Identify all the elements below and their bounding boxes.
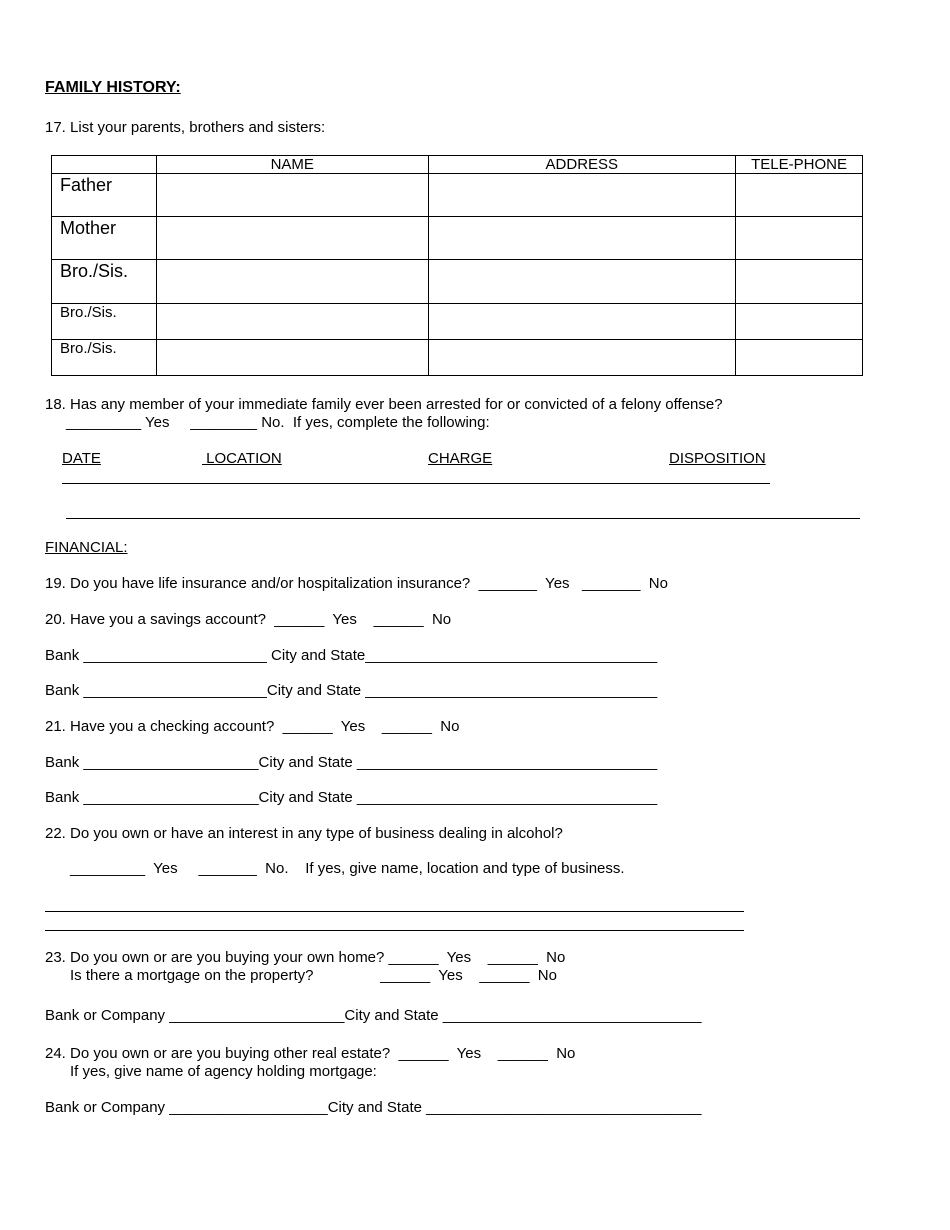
header-address: ADDRESS <box>428 156 736 174</box>
family-history-title: FAMILY HISTORY: <box>45 79 181 96</box>
relation-mother: Mother <box>52 217 157 260</box>
family-table <box>51 155 863 376</box>
table-row <box>52 217 863 260</box>
telephone-cell[interactable] <box>736 174 863 217</box>
table-row <box>52 260 863 304</box>
question-19[interactable]: 19. Do you have life insurance and/or hospitalization insurance? _______ Yes _______ No <box>45 575 668 592</box>
name-cell[interactable] <box>156 217 428 260</box>
checking-bank-2[interactable]: Bank _____________________City and State ____________________________________ <box>45 789 658 806</box>
question-24[interactable]: 24. Do you own or are you buying other real estate? ______ Yes ______ No <box>45 1045 576 1062</box>
header-telephone: TELE-PHONE <box>736 156 863 174</box>
savings-bank-2[interactable]: Bank ______________________City and State ___________________________________ <box>45 682 658 699</box>
header-relation <box>52 156 157 174</box>
address-cell[interactable] <box>428 174 736 217</box>
financial-title: FINANCIAL: <box>45 539 128 556</box>
offense-entry-line[interactable] <box>62 483 770 484</box>
home-bank[interactable]: Bank or Company _____________________City and State _______________________________ <box>45 1007 702 1024</box>
relation-father: Father <box>52 174 157 217</box>
table-header-row <box>52 156 863 174</box>
table-row <box>52 304 863 340</box>
real-estate-bank[interactable]: Bank or Company ___________________City and State _________________________________ <box>45 1099 702 1116</box>
telephone-cell[interactable] <box>736 217 863 260</box>
question-22: 22. Do you own or have an interest in any type of business dealing in alcohol? <box>45 825 563 842</box>
telephone-cell[interactable] <box>736 260 863 304</box>
question-18: 18. Has any member of your immediate family ever been arrested for or convicted of a felony offense? <box>45 396 723 413</box>
column-disposition: DISPOSITION <box>669 450 766 467</box>
name-cell[interactable] <box>156 260 428 304</box>
question-17: 17. List your parents, brothers and sisters: <box>45 119 326 136</box>
address-cell[interactable] <box>428 304 736 340</box>
question-24-agency: If yes, give name of agency holding mortgage: <box>70 1063 377 1080</box>
address-cell[interactable] <box>428 340 736 376</box>
table-row <box>52 340 863 376</box>
address-cell[interactable] <box>428 217 736 260</box>
relation-sibling-1: Bro./Sis. <box>52 260 157 304</box>
relation-sibling-3: Bro./Sis. <box>52 340 157 376</box>
name-cell[interactable] <box>156 304 428 340</box>
checking-bank-1[interactable]: Bank _____________________City and State ____________________________________ <box>45 754 658 771</box>
business-entry-line[interactable] <box>45 911 744 912</box>
question-23-mortgage[interactable]: Is there a mortgage on the property? ______ Yes ______ No <box>70 967 557 984</box>
header-name: NAME <box>156 156 428 174</box>
question-20[interactable]: 20. Have you a savings account? ______ Yes ______ No <box>45 611 452 628</box>
telephone-cell[interactable] <box>736 340 863 376</box>
address-cell[interactable] <box>428 260 736 304</box>
question-23[interactable]: 23. Do you own or are you buying your own home? ______ Yes ______ No <box>45 949 566 966</box>
relation-sibling-2: Bro./Sis. <box>52 304 157 340</box>
column-date: DATE <box>62 450 101 467</box>
question-21[interactable]: 21. Have you a checking account? ______ Yes ______ No <box>45 718 460 735</box>
name-cell[interactable] <box>156 174 428 217</box>
offense-entry-line[interactable] <box>66 518 860 519</box>
telephone-cell[interactable] <box>736 304 863 340</box>
business-entry-line[interactable] <box>45 930 744 931</box>
question-22-answer[interactable]: _________ Yes _______ No. If yes, give name, location and type of business. <box>70 860 625 877</box>
savings-bank-1[interactable]: Bank ______________________ City and State___________________________________ <box>45 647 658 664</box>
question-18-answer[interactable]: _________ Yes ________ No. If yes, complete the following: <box>66 414 490 431</box>
name-cell[interactable] <box>156 340 428 376</box>
column-location: LOCATION <box>202 450 282 467</box>
table-row <box>52 174 863 217</box>
column-charge: CHARGE <box>428 450 493 467</box>
